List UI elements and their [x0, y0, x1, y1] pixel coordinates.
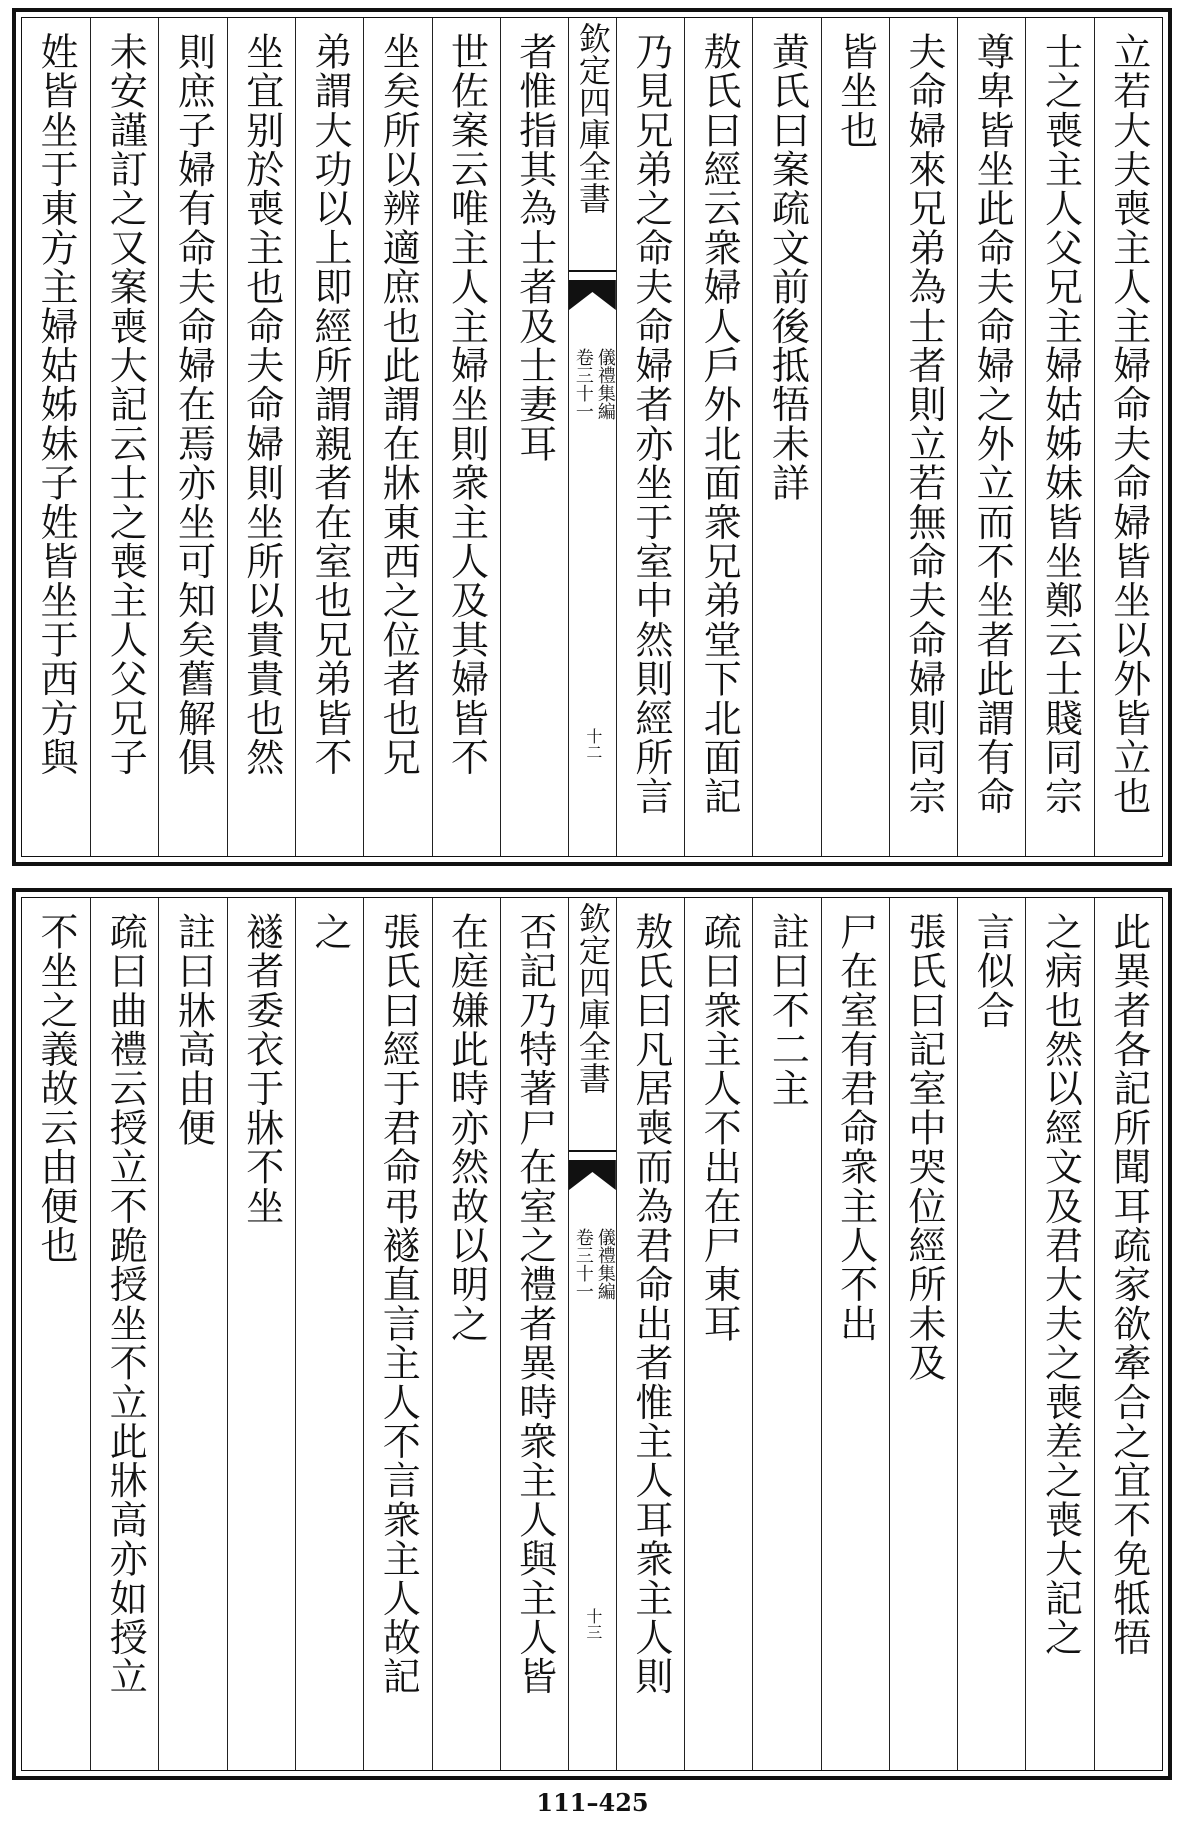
center-gutter	[568, 898, 616, 1770]
column-text: 在庭嫌此時亦然故以明之	[444, 912, 489, 1344]
text-column	[957, 18, 1025, 856]
text-column	[500, 898, 568, 1770]
text-column	[821, 898, 889, 1770]
column-text: 夫命婦來兄弟為士者則立若無命夫命婦則同宗	[901, 32, 946, 816]
text-column	[957, 898, 1025, 1770]
text-column	[22, 898, 90, 1770]
text-column	[821, 18, 889, 856]
column-text: 則庶子婦有命夫命婦在焉亦坐可知矣舊解俱	[171, 32, 216, 777]
text-column	[295, 898, 363, 1770]
juan-number: 卷三十一	[572, 1228, 594, 1300]
column-text: 註曰牀高由便	[171, 912, 216, 1148]
column-text: 弟謂大功以上即經所謂親者在室也兄弟皆不	[307, 32, 352, 777]
column-text: 敖氏曰凡居喪而為君命出者惟主人耳衆主人則	[628, 912, 673, 1696]
text-column	[889, 18, 957, 856]
text-column	[90, 898, 158, 1770]
text-column	[432, 18, 500, 856]
column-text: 皆坐也	[833, 32, 878, 150]
text-column	[22, 18, 90, 856]
column-text: 未安謹訂之又案喪大記云士之喪主人父兄子	[103, 32, 148, 777]
column-text: 張氏曰經于君命弔襚直言主人不言衆主人故記	[376, 912, 421, 1696]
text-column	[158, 18, 226, 856]
juan-number: 卷三十一	[572, 348, 594, 420]
text-column	[616, 898, 684, 1770]
gutter-title: 欽定四庫全書	[569, 22, 616, 272]
column-text: 之病也然以經文及君大夫之喪差之喪大記之	[1038, 912, 1083, 1657]
column-text: 姓皆坐于東方主婦姑姊妹子姓皆坐于西方與	[33, 32, 78, 777]
text-column	[363, 898, 431, 1770]
text-column	[295, 18, 363, 856]
column-text: 否記乃特著尸在室之禮者異時衆主人與主人皆	[512, 912, 557, 1696]
text-column	[1025, 898, 1093, 1770]
column-text: 士之喪主人父兄主婦姑姊妹皆坐鄭云士賤同宗	[1038, 32, 1083, 816]
page-number-footer: 111–425	[536, 1788, 649, 1817]
column-text: 世佐案云唯主人主婦坐則衆主人及其婦皆不	[444, 32, 489, 777]
text-column	[684, 18, 752, 856]
text-column	[1025, 18, 1093, 856]
column-text: 黄氏曰案疏文前後抵牾未詳	[765, 32, 810, 503]
book-title: 儀禮集編	[594, 348, 616, 420]
text-column	[90, 18, 158, 856]
text-column	[500, 18, 568, 856]
text-column	[889, 898, 957, 1770]
text-column	[1094, 898, 1162, 1770]
column-text: 尊卑皆坐此命夫命婦之外立而不坐者此謂有命	[970, 32, 1015, 816]
gutter-book-title	[569, 348, 616, 420]
top-page	[12, 8, 1172, 866]
column-text: 之	[307, 912, 352, 952]
column-text: 尸在室有君命衆主人不出	[833, 912, 878, 1344]
text-column	[363, 18, 431, 856]
fish-tail-ornament	[569, 1160, 616, 1220]
column-text: 張氏曰記室中哭位經所未及	[901, 912, 946, 1383]
bottom-page-frame	[21, 897, 1163, 1771]
column-text: 敖氏曰經云衆婦人戶外北面衆兄弟堂下北面記	[697, 32, 742, 816]
gutter-title: 欽定四庫全書	[569, 902, 616, 1152]
column-text: 此異者各記所聞耳疏家欲牽合之宜不免牴牾	[1106, 912, 1151, 1657]
book-title: 儀禮集編	[594, 1228, 616, 1300]
text-column	[227, 898, 295, 1770]
gutter-book-title	[569, 1228, 616, 1300]
text-column	[1094, 18, 1162, 856]
text-column	[616, 18, 684, 856]
text-column	[432, 898, 500, 1770]
column-text: 坐宜别於喪主也命夫命婦則坐所以貴貴也然	[239, 32, 284, 777]
column-text: 坐矣所以辨適庶也此謂在牀東西之位者也兄	[376, 32, 421, 777]
column-text: 乃見兄弟之命夫命婦者亦坐于室中然則經所言	[628, 32, 673, 816]
top-page-frame	[21, 17, 1163, 857]
column-text: 襚者委衣于牀不坐	[239, 912, 284, 1226]
folio-number: 十二	[583, 728, 603, 760]
center-gutter	[568, 18, 616, 856]
bottom-page	[12, 888, 1172, 1780]
column-text: 言似合	[970, 912, 1015, 1030]
column-text: 不坐之義故云由便也	[33, 912, 78, 1265]
fish-tail-ornament	[569, 280, 616, 340]
column-text: 立若大夫喪主人主婦命夫命婦皆坐以外皆立也	[1106, 32, 1151, 816]
text-column	[684, 898, 752, 1770]
text-column	[227, 18, 295, 856]
text-column	[158, 898, 226, 1770]
column-text: 註曰不二主	[765, 912, 810, 1108]
folio-number: 十三	[583, 1608, 603, 1640]
column-text: 疏曰曲禮云授立不跪授坐不立此牀高亦如授立	[103, 912, 148, 1696]
column-text: 疏曰衆主人不出在尸東耳	[697, 912, 742, 1344]
text-column	[752, 898, 820, 1770]
text-column	[752, 18, 820, 856]
column-text: 者惟指其為士者及士妻耳	[512, 32, 557, 464]
